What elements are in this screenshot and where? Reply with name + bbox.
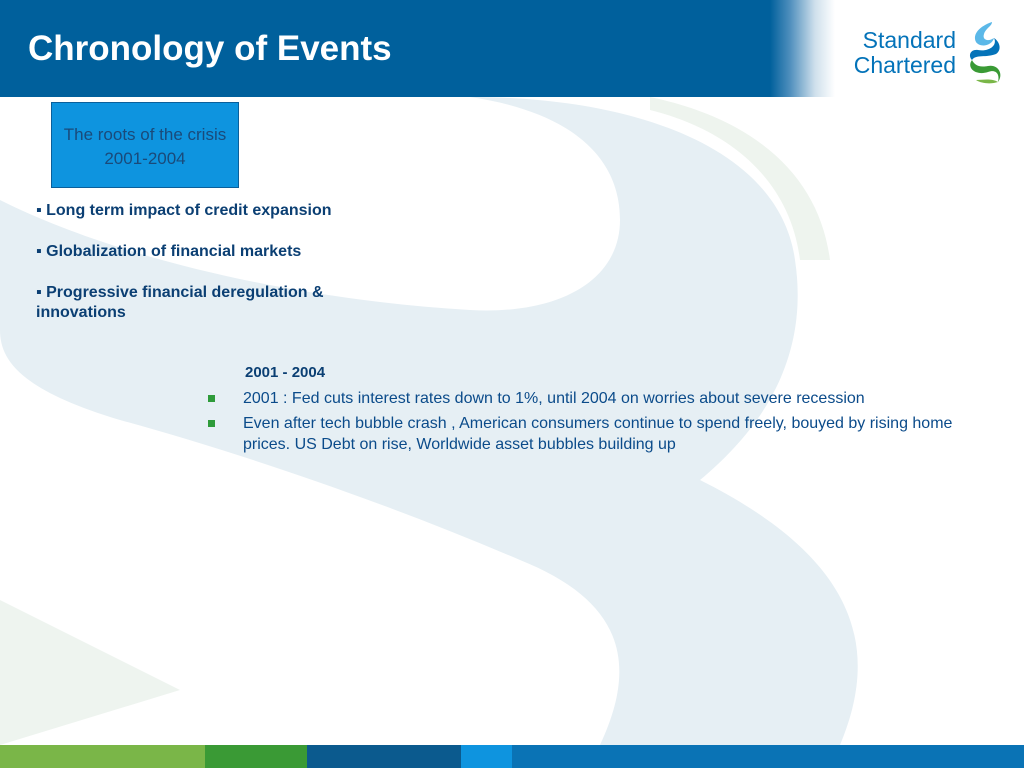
timeline-event-text: 2001 : Fed cuts interest rates down to 1%, until 2004 on worries about severe recession — [243, 390, 865, 407]
footer-segment-light-green — [0, 745, 205, 768]
key-point-text: Progressive financial deregulation & innovations — [36, 284, 324, 321]
footer-segment-blue — [512, 745, 1024, 768]
green-square-bullet-icon — [208, 395, 215, 402]
footer-segment-dark-blue — [307, 745, 461, 768]
key-points-list — [36, 201, 376, 344]
timeline-event-item — [205, 413, 975, 455]
timeline-event-text: Even after tech bubble crash , American consumers continue to spend freely, bouyed by rising home prices. US Debt on rise, Worldwide asset bubbles building up — [243, 415, 953, 453]
square-bullet-icon: ▪ — [36, 284, 42, 301]
key-point-item — [36, 242, 376, 262]
footer-segment-green — [205, 745, 307, 768]
logo-line-1: Standard — [862, 27, 956, 53]
timeline-event-list — [205, 388, 975, 459]
key-point-item — [36, 283, 376, 323]
key-point-item — [36, 201, 376, 221]
logo-line-2: Chartered — [853, 52, 956, 78]
section-label-line-2: 2001-2004 — [104, 149, 186, 168]
footer-segment-light-blue — [461, 745, 512, 768]
section-label-box — [51, 102, 239, 188]
logo-wordmark — [848, 28, 956, 78]
key-point-text: Globalization of financial markets — [46, 243, 302, 260]
page-title: Chronology of Events — [28, 29, 392, 68]
section-label-line-1: The roots of the crisis — [63, 125, 227, 144]
footer-color-bar — [0, 745, 1024, 768]
header-bar — [0, 0, 1024, 97]
square-bullet-icon: ▪ — [36, 243, 42, 260]
square-bullet-icon: ▪ — [36, 202, 42, 219]
timeline-heading: 2001 - 2004 — [245, 364, 326, 381]
timeline-event-item — [205, 388, 975, 409]
key-point-text: Long term impact of credit expansion — [46, 202, 332, 219]
green-square-bullet-icon — [208, 420, 215, 427]
standard-chartered-swirl-icon — [962, 20, 1004, 84]
standard-chartered-logo — [846, 20, 1006, 84]
